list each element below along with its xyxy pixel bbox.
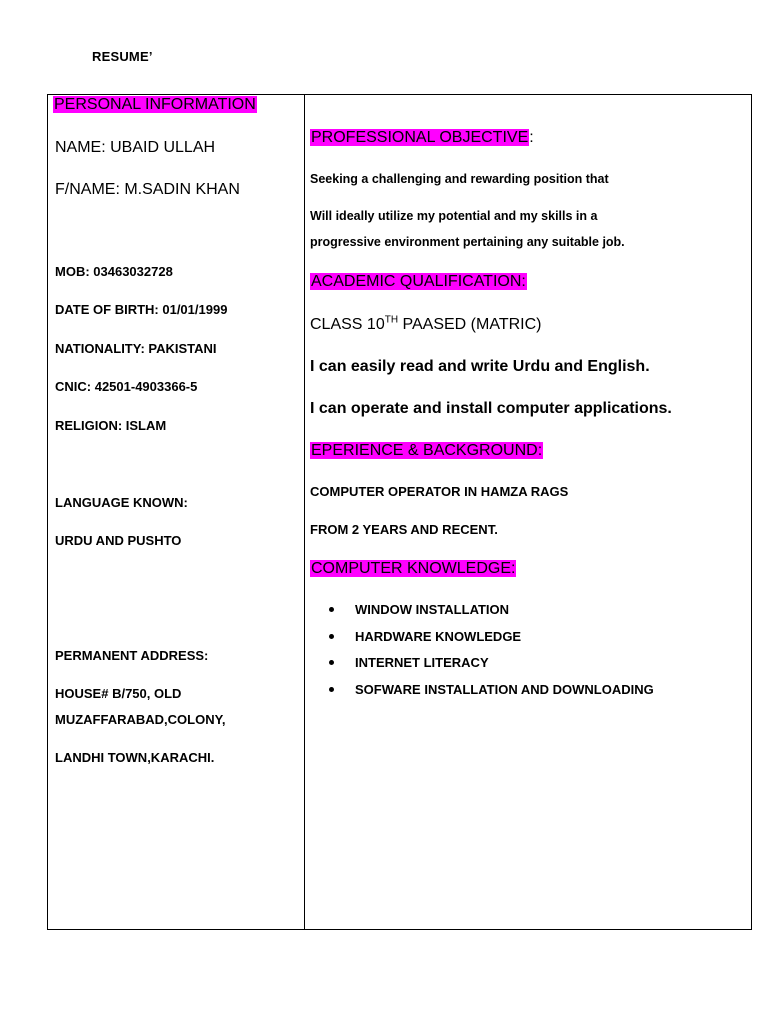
objective-heading [310,129,534,147]
address-line-3: LANDHI TOWN,KARACHI. [55,750,215,765]
class-suffix: PAASED (MATRIC) [398,316,542,333]
list-item-text: SOFWARE INSTALLATION AND DOWNLOADING [355,681,654,697]
cnic-line: CNIC: 42501-4903366-5 [55,379,198,394]
list-item [326,653,654,680]
list-item-text: INTERNET LITERACY [355,655,489,670]
languages-value: URDU AND PUSHTO [55,533,182,548]
list-item-text: HARDWARE KNOWLEDGE [355,628,522,644]
academic-heading-text: ACADEMIC QUALIFICATION: [311,273,526,290]
academic-line-2: I can easily read and write Urdu and English. [310,358,650,375]
name-line: NAME: UBAID ULLAH [55,139,216,156]
academic-line-3: I can operate and install computer applications. [310,400,672,417]
bullet-icon [329,660,334,665]
address-line-1: HOUSE# B/750, OLD [55,686,182,701]
bullet-icon [329,634,334,639]
experience-heading-text: EPERIENCE & BACKGROUND: [311,442,543,459]
column-divider [304,95,305,929]
list-item-text: WINDOW INSTALLATION [355,602,510,617]
nationality-line: NATIONALITY: PAKISTANI [55,341,217,356]
objective-line-2: Will ideally utilize my potential and my skills in a [310,209,598,223]
experience-line-2: FROM 2 YEARS AND RECENT. [310,522,498,537]
computer-knowledge-list [326,600,654,706]
list-item [326,600,654,627]
bullet-icon [329,607,334,612]
religion-line: RELIGION: ISLAM [55,418,167,433]
class-superscript: TH [384,314,399,326]
objective-line-3: progressive environment pertaining any suitable job. [310,235,625,249]
list-item [326,680,654,707]
mobile-line: MOB: 03463032728 [55,264,173,279]
address-line-2: MUZAFFARABAD,COLONY, [55,712,226,727]
class-prefix: CLASS 10 [310,316,385,333]
personal-info-heading-text: PERSONAL INFORMATION [54,96,256,113]
academic-class-line [310,316,541,334]
bullet-icon [329,687,334,692]
computer-heading [310,560,516,578]
academic-heading [310,273,527,291]
experience-line-1: COMPUTER OPERATOR IN HAMZA RAGS [310,484,569,499]
objective-heading-text: PROFESSIONAL OBJECTIVE [311,129,529,146]
computer-heading-text: COMPUTER KNOWLEDGE: [311,560,516,577]
experience-heading [310,442,543,460]
dob-line: DATE OF BIRTH: 01/01/1999 [55,302,228,317]
document-title: RESUME’ [92,49,153,64]
address-label: PERMANENT ADDRESS: [55,648,209,663]
father-name-line: F/NAME: M.SADIN KHAN [55,181,240,198]
objective-line-1: Seeking a challenging and rewarding position that [310,172,609,186]
objective-heading-colon: : [529,129,534,146]
personal-info-heading [53,96,257,114]
list-item [326,627,654,654]
language-label: LANGUAGE KNOWN: [55,495,188,510]
